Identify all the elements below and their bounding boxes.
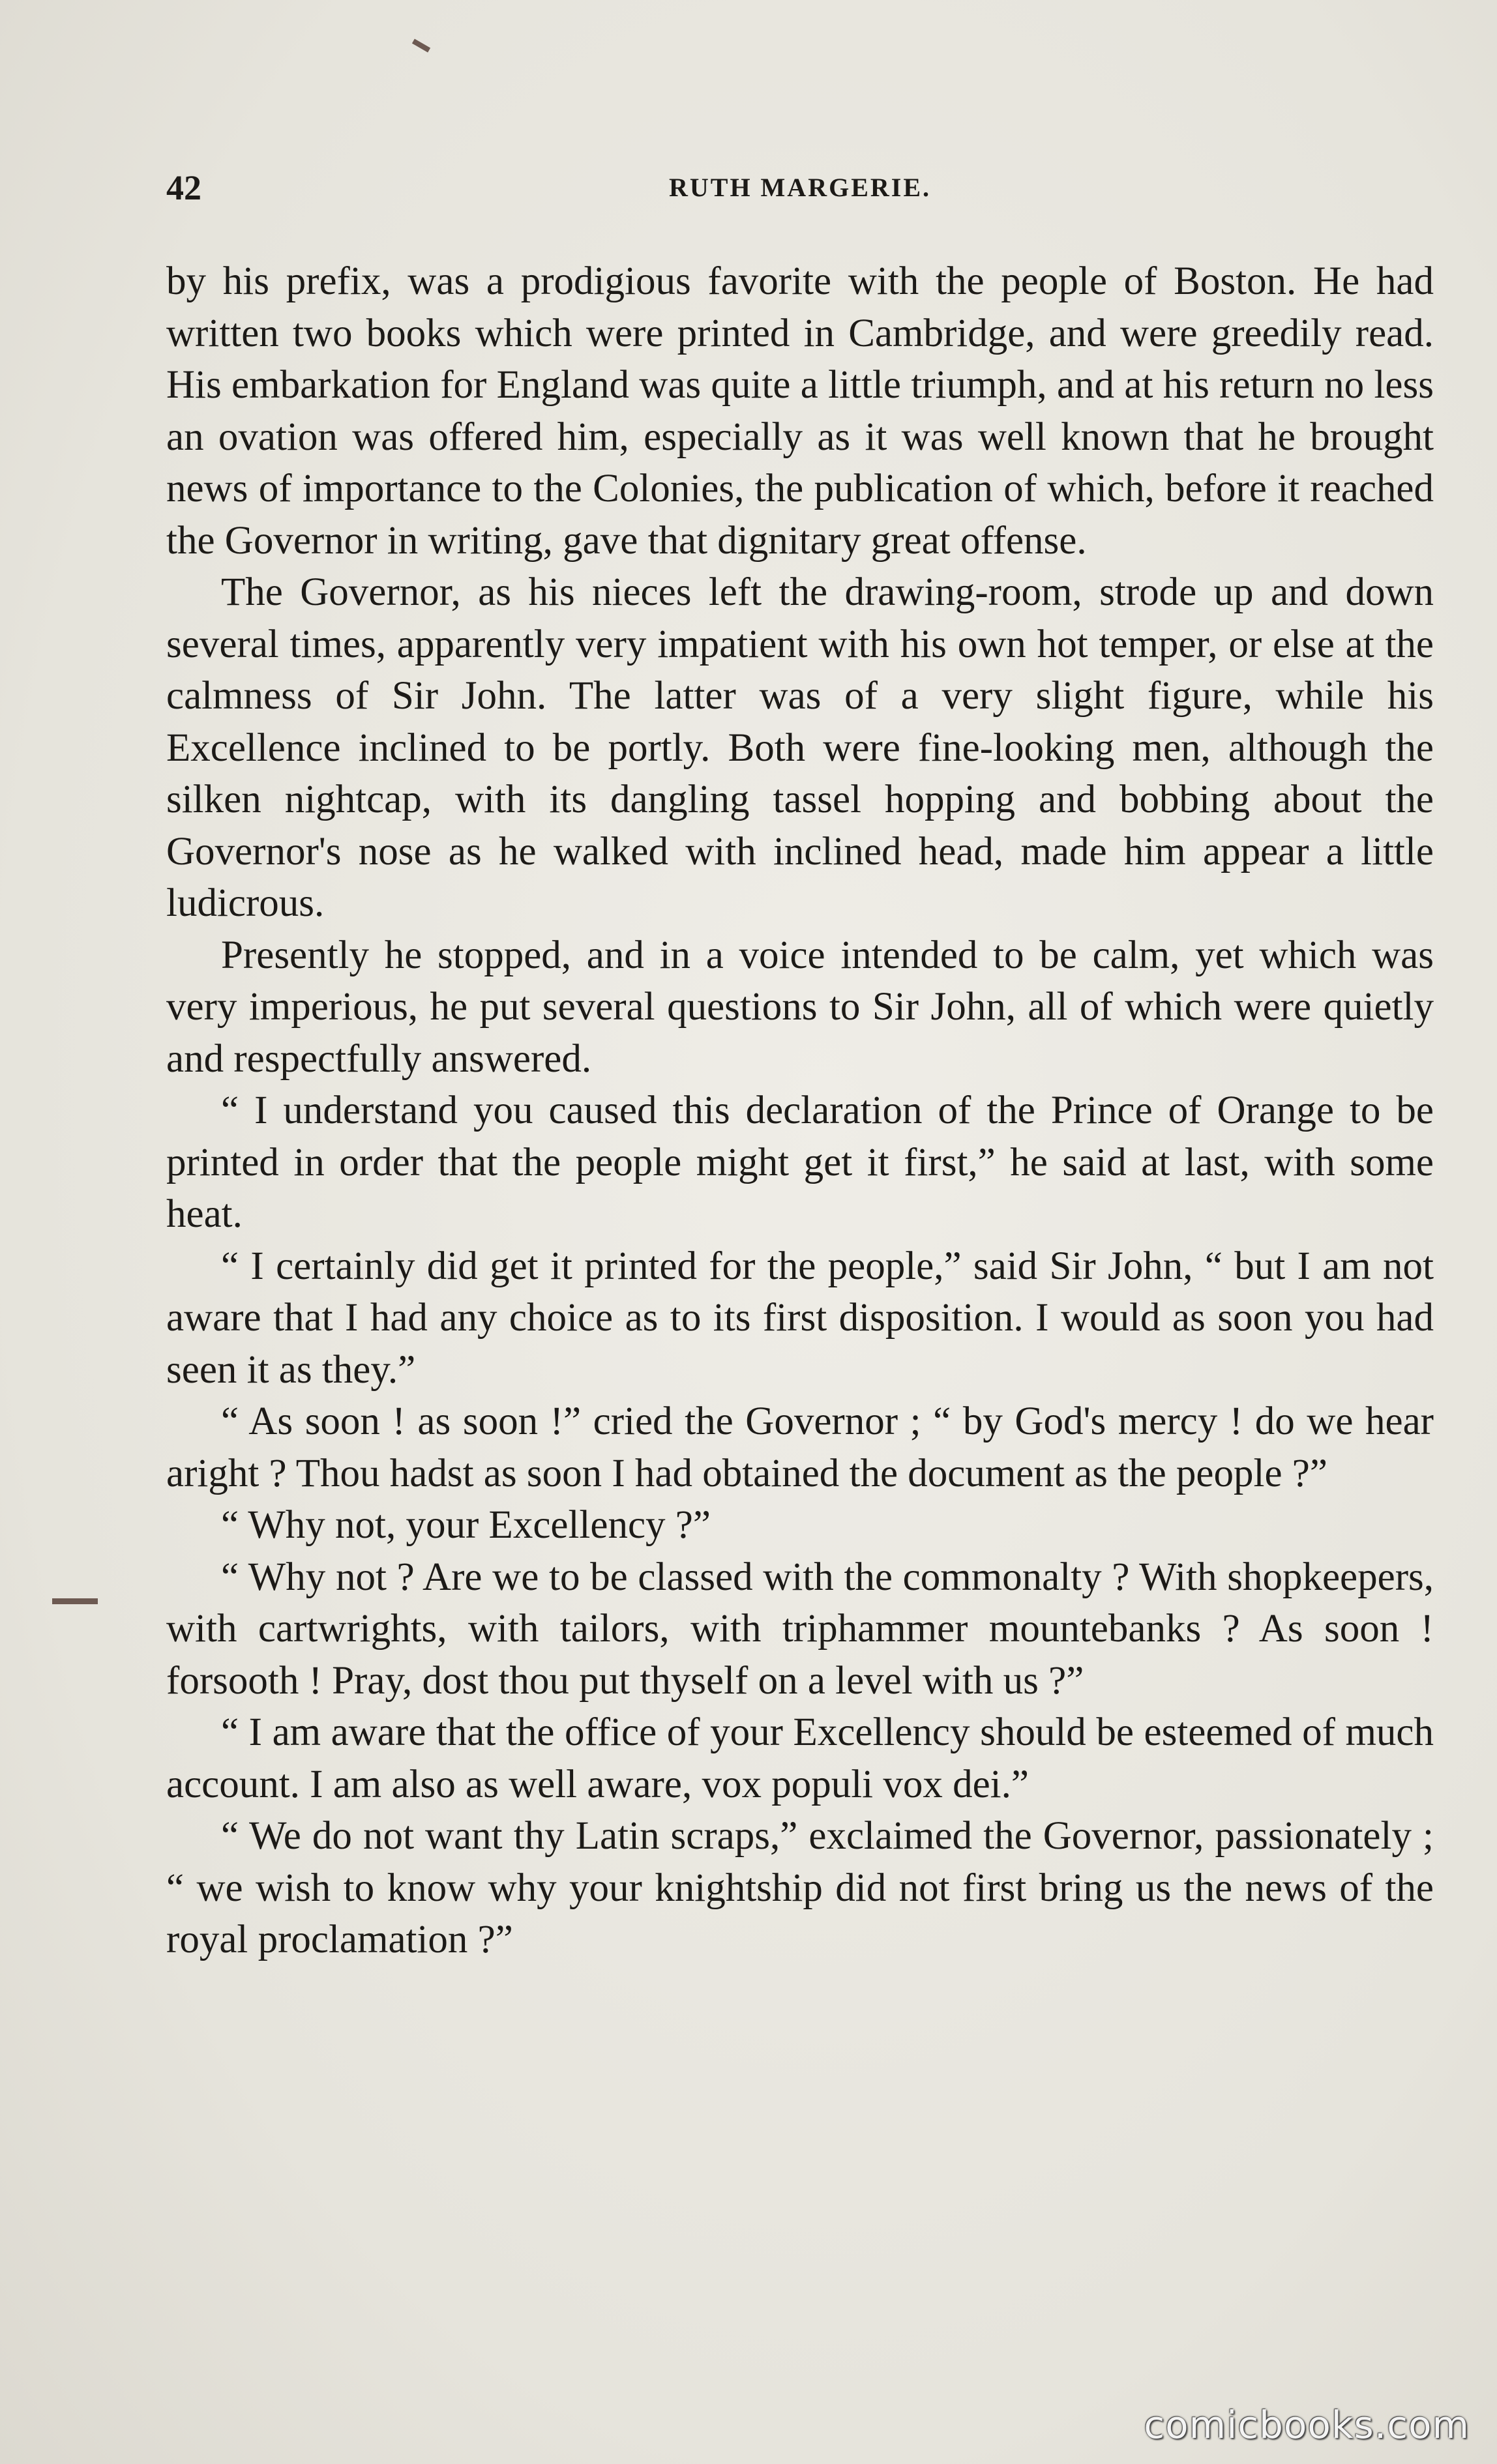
paragraph: “ As soon ! as soon !” cried the Governor ; “ by God's mercy ! do we hear aright ? Thou hadst as soon I had obtained the document as the people ?” bbox=[166, 1400, 1434, 1495]
watermark: comicbooks.com bbox=[1144, 2403, 1470, 2447]
paragraph: “ I certainly did get it printed for the people,” said Sir John, “ but I am not aware that I had any choice as to its first disposition. I would as soon you had seen it as they.” bbox=[166, 1244, 1434, 1392]
paragraph: “ Why not ? Are we to be classed with the commonalty ? With shopkeepers, with cartwrights, with tailors, with triphammer mountebanks ? As soon ! forsooth ! Pray, dost thou put thyself on a level with us ?” bbox=[166, 1555, 1434, 1703]
paragraph: “ We do not want thy Latin scraps,” exclaimed the Governor, passionately ; “ we wish to know why your knightship did not first bring us the news of the royal proclamation ?” bbox=[166, 1814, 1434, 1961]
page-header bbox=[166, 162, 1434, 214]
running-title: RUTH MARGERIE. bbox=[668, 173, 932, 202]
paragraph: “ Why not, your Excellency ?” bbox=[221, 1503, 711, 1547]
margin-mark bbox=[52, 1598, 98, 1604]
margin-mark bbox=[412, 39, 430, 53]
page-number: 42 bbox=[166, 168, 201, 207]
body-text bbox=[166, 256, 1434, 1966]
paragraph: “ I understand you caused this declaration of the Prince of Orange to be printed in order that the people might get it first,” he said at last, with some heat. bbox=[166, 1089, 1434, 1236]
paragraph: “ I am aware that the office of your Excellency should be esteemed of much account. I am also as well aware, vox populi vox dei.” bbox=[166, 1710, 1434, 1806]
paragraph: The Governor, as his nieces left the drawing-room, strode up and down several times, apparently very impatient with his own hot temper, or else at the calmness of Sir John. The latter was of a very slight figure, while his Excellence inclined to be portly. Both were fine-looking men, although the silken nightcap, with its dangling tassel hopping and bobbing about the Governor's nose as he walked with inclined head, made him appear a little ludicrous. bbox=[166, 570, 1434, 925]
paragraph: by his prefix, was a prodigious favorite with the people of Boston. He had written two books which were printed in Cambridge, and were greedily read. His embarkation for England was quite a little triumph, and at his return no less an ovation was offered him, especially as it was well known that he brought news of importance to the Colonies, the publication of which, before it reached the Governor in writing, gave that dignitary great offense. bbox=[166, 259, 1434, 563]
paragraph: Presently he stopped, and in a voice intended to be calm, yet which was very imperious, he put several questions to Sir John, all of which were quietly and respectfully answered. bbox=[166, 933, 1434, 1081]
